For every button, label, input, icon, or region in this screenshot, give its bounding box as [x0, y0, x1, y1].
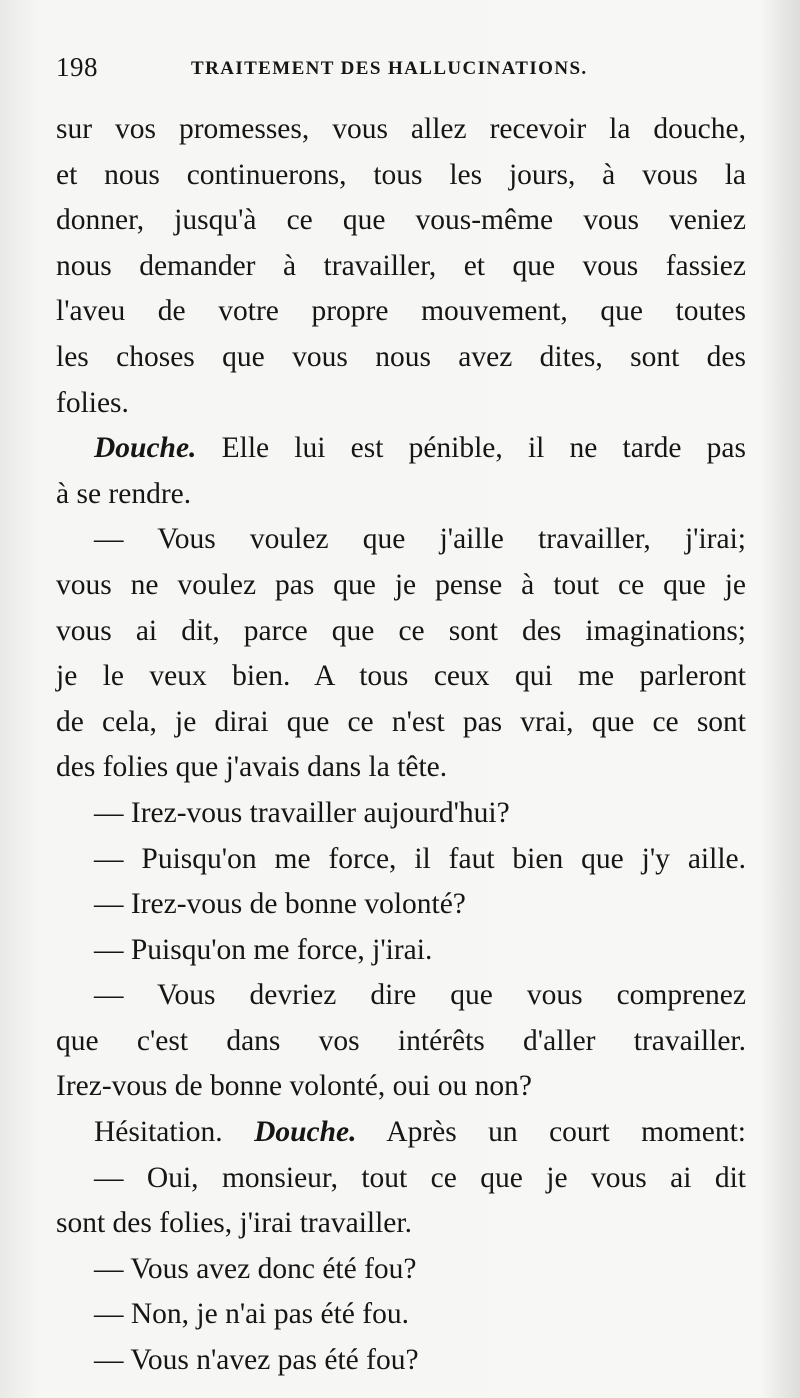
dialogue-line: — Vous devriez dire que vous comprenez [94, 979, 746, 1012]
text-line: Irez-vous de bonne volonté, oui ou non? [56, 1070, 532, 1103]
text-run: Elle lui est pénible, il ne tarde pas [196, 432, 746, 465]
text-line: vous ai dit, parce que ce sont des imaginations; [56, 614, 746, 647]
dialogue-line: — Vous n'avez pas été fou? [94, 1344, 419, 1377]
text-line: les choses que vous nous avez dites, sont des [56, 340, 746, 373]
page-number: 198 [56, 52, 98, 82]
text-line [56, 426, 746, 472]
body-text [56, 107, 746, 1384]
text-line: et nous continuerons, tous les jours, à vous la [56, 158, 746, 191]
text-line: des folies que j'avais dans la tête. [56, 751, 448, 784]
text-run: Après un court moment: [356, 1116, 746, 1149]
text-line: sur vos promesses, vous allez recevoir la douche, [56, 113, 746, 145]
text-run: Hésitation. [94, 1116, 255, 1149]
dialogue-line: — Vous avez donc été fou? [94, 1252, 417, 1285]
text-line: donner, jusqu'à ce que vous-même vous veniez [56, 204, 746, 237]
page-header [56, 52, 746, 86]
text-line: nous demander à travailler, et que vous fassiez [56, 249, 746, 282]
text-line: je le veux bien. A tous ceux qui me parleront [56, 660, 746, 693]
text-line: folies. [56, 386, 129, 419]
text-line: sont des folies, j'irai travailler. [56, 1207, 412, 1240]
emphasis-douche: Douche. [254, 1116, 357, 1149]
emphasis-douche: Douche. [94, 432, 197, 465]
dialogue-line: — Vous voulez que j'aille travailler, j'irai; [94, 523, 746, 556]
text-line: de cela, je dirai que ce n'est pas vrai, que ce sont [56, 705, 746, 738]
dialogue-line: — Irez-vous travailler aujourd'hui? [94, 796, 510, 829]
text-line: à se rendre. [56, 477, 192, 510]
text-line: l'aveu de votre propre mouvement, que toutes [56, 295, 746, 328]
running-title: TRAITEMENT DES HALLUCINATIONS. [191, 58, 588, 79]
text-line: vous ne voulez pas que je pense à tout ce que je [56, 568, 746, 601]
text-line: que c'est dans vos intérêts d'aller travailler. [56, 1024, 746, 1057]
dialogue-line: — Irez-vous de bonne volonté? [94, 888, 466, 921]
dialogue-line: — Oui, monsieur, tout ce que je vous ai dit [94, 1161, 746, 1194]
dialogue-line: — Non, je n'ai pas été fou. [94, 1298, 409, 1331]
dialogue-line: — Puisqu'on me force, j'irai. [94, 933, 433, 966]
dialogue-line: — Puisqu'on me force, il faut bien que j'y aille. [94, 842, 746, 875]
text-line [56, 1110, 746, 1156]
